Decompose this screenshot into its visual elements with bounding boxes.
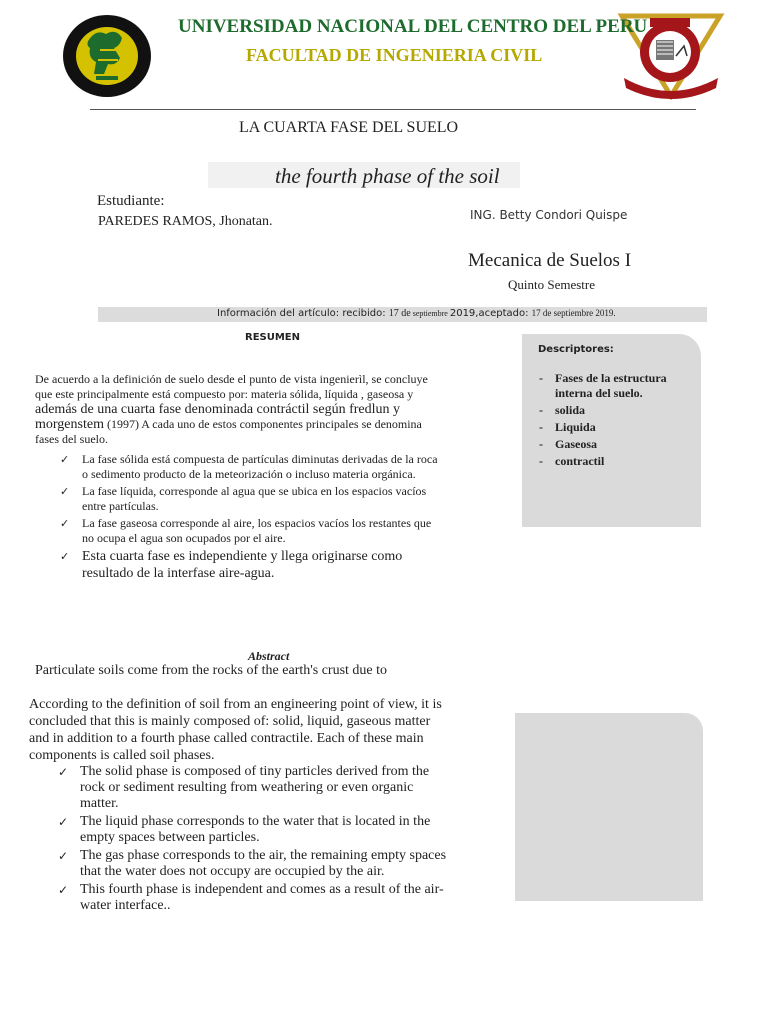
- university-seal-logo: [62, 14, 152, 98]
- list-item: ✓ La fase sólida está compuesta de partículas diminutas derivadas de la roca o sedimento producto de la meteorización o incluso materia orgánica.: [60, 452, 438, 481]
- checkmark-icon: ✓: [60, 485, 70, 498]
- list-item: ✓ The gas phase corresponds to the air, the remaining empty spaces that the water does not occupy are occupied by the air.: [58, 848, 447, 879]
- dash-bullet: -: [539, 420, 543, 434]
- university-name: UNIVERSIDAD NACIONAL DEL CENTRO DEL PERU: [178, 16, 648, 37]
- abstract-heading: Abstract: [248, 649, 290, 663]
- descriptores-list: [538, 371, 688, 471]
- list-item: ✓ La fase líquida, corresponde al agua que se ubica en los espacios vacíos entre partículas.: [60, 484, 427, 513]
- document-title-en: the fourth phase of the soil: [275, 164, 500, 188]
- faculty-name: FACULTAD DE INGENIERIA CIVIL: [246, 45, 543, 65]
- dash-bullet: -: [539, 403, 543, 417]
- list-item: - Liquida: [539, 420, 596, 434]
- list-item: ✓ Esta cuarta fase es independiente y llega originarse como resultado de la interfase aire-agua.: [60, 549, 403, 581]
- list-item: - contractil: [539, 454, 605, 468]
- semester: Quinto Semestre: [508, 277, 596, 292]
- dash-bullet: -: [539, 454, 543, 468]
- side-panel-box: [515, 713, 703, 901]
- checkmark-icon: ✓: [58, 849, 69, 863]
- checkmark-icon: ✓: [60, 453, 70, 466]
- article-info: Información del artículo: recibido: 17 de septiembre 2019,aceptado: 17 de septiembre 2019.: [217, 308, 616, 319]
- dash-bullet: -: [539, 437, 543, 451]
- list-item: - solida: [539, 403, 586, 417]
- resumen-heading: RESUMEN: [245, 332, 301, 343]
- checkmark-icon: ✓: [60, 517, 70, 530]
- list-item: ✓ The liquid phase corresponds to the water that is located in the empty spaces between particles.: [58, 814, 431, 845]
- checkmark-icon: ✓: [60, 550, 70, 563]
- document-title-es: LA CUARTA FASE DEL SUELO: [239, 119, 459, 136]
- abstract-first-line: Particulate soils come from the rocks of the earth's crust due to: [35, 663, 388, 678]
- abstract-intro: According to the definition of soil from an engineering point of view, it is concluded that this is mainly composed of: solid, liquid, gaseous matter and in addition to a fourth phase called contractile. Each of these main components is called soil phases.: [29, 697, 442, 763]
- student-name: PAREDES RAMOS, Jhonatan.: [98, 214, 273, 229]
- descriptores-heading: Descriptores:: [538, 344, 614, 355]
- list-item: ✓ This fourth phase is independent and comes as a result of the air-water interface..: [58, 882, 444, 913]
- teacher-name: ING. Betty Condori Quispe: [470, 208, 628, 222]
- checkmark-icon: ✓: [58, 815, 69, 829]
- dash-bullet: -: [539, 371, 543, 385]
- student-label: Estudiante:: [97, 193, 165, 209]
- list-item: ✓ La fase gaseosa corresponde al aire, los espacios vacíos los restantes que no ocupa el agua son ocupados por el aire.: [60, 516, 432, 545]
- abstract-bullets: [58, 764, 448, 916]
- list-item: - Gaseosa: [539, 437, 597, 451]
- checkmark-icon: ✓: [58, 883, 69, 897]
- header-divider: [90, 109, 696, 110]
- course-name: Mecanica de Suelos I: [468, 250, 632, 271]
- resumen-bullets: [60, 452, 445, 584]
- checkmark-icon: ✓: [58, 765, 69, 779]
- resumen-intro: De acuerdo a la definición de suelo desde el punto de vista ingenierìl, se concluye que este principalmente está compuesto por: materia sólida, líquida , gaseosa y además de una cuarta fase denominada contráctil según fredlun y morgenstem (1997) A cada uno de estos componentes principales se denomina fases del suelo.: [35, 372, 428, 446]
- list-item: ✓ The solid phase is composed of tiny particles derived from the rock or sediment resulting from weathering or even organic matter.: [58, 764, 430, 811]
- list-item: - Fases de la estructura interna del suelo.: [539, 371, 667, 400]
